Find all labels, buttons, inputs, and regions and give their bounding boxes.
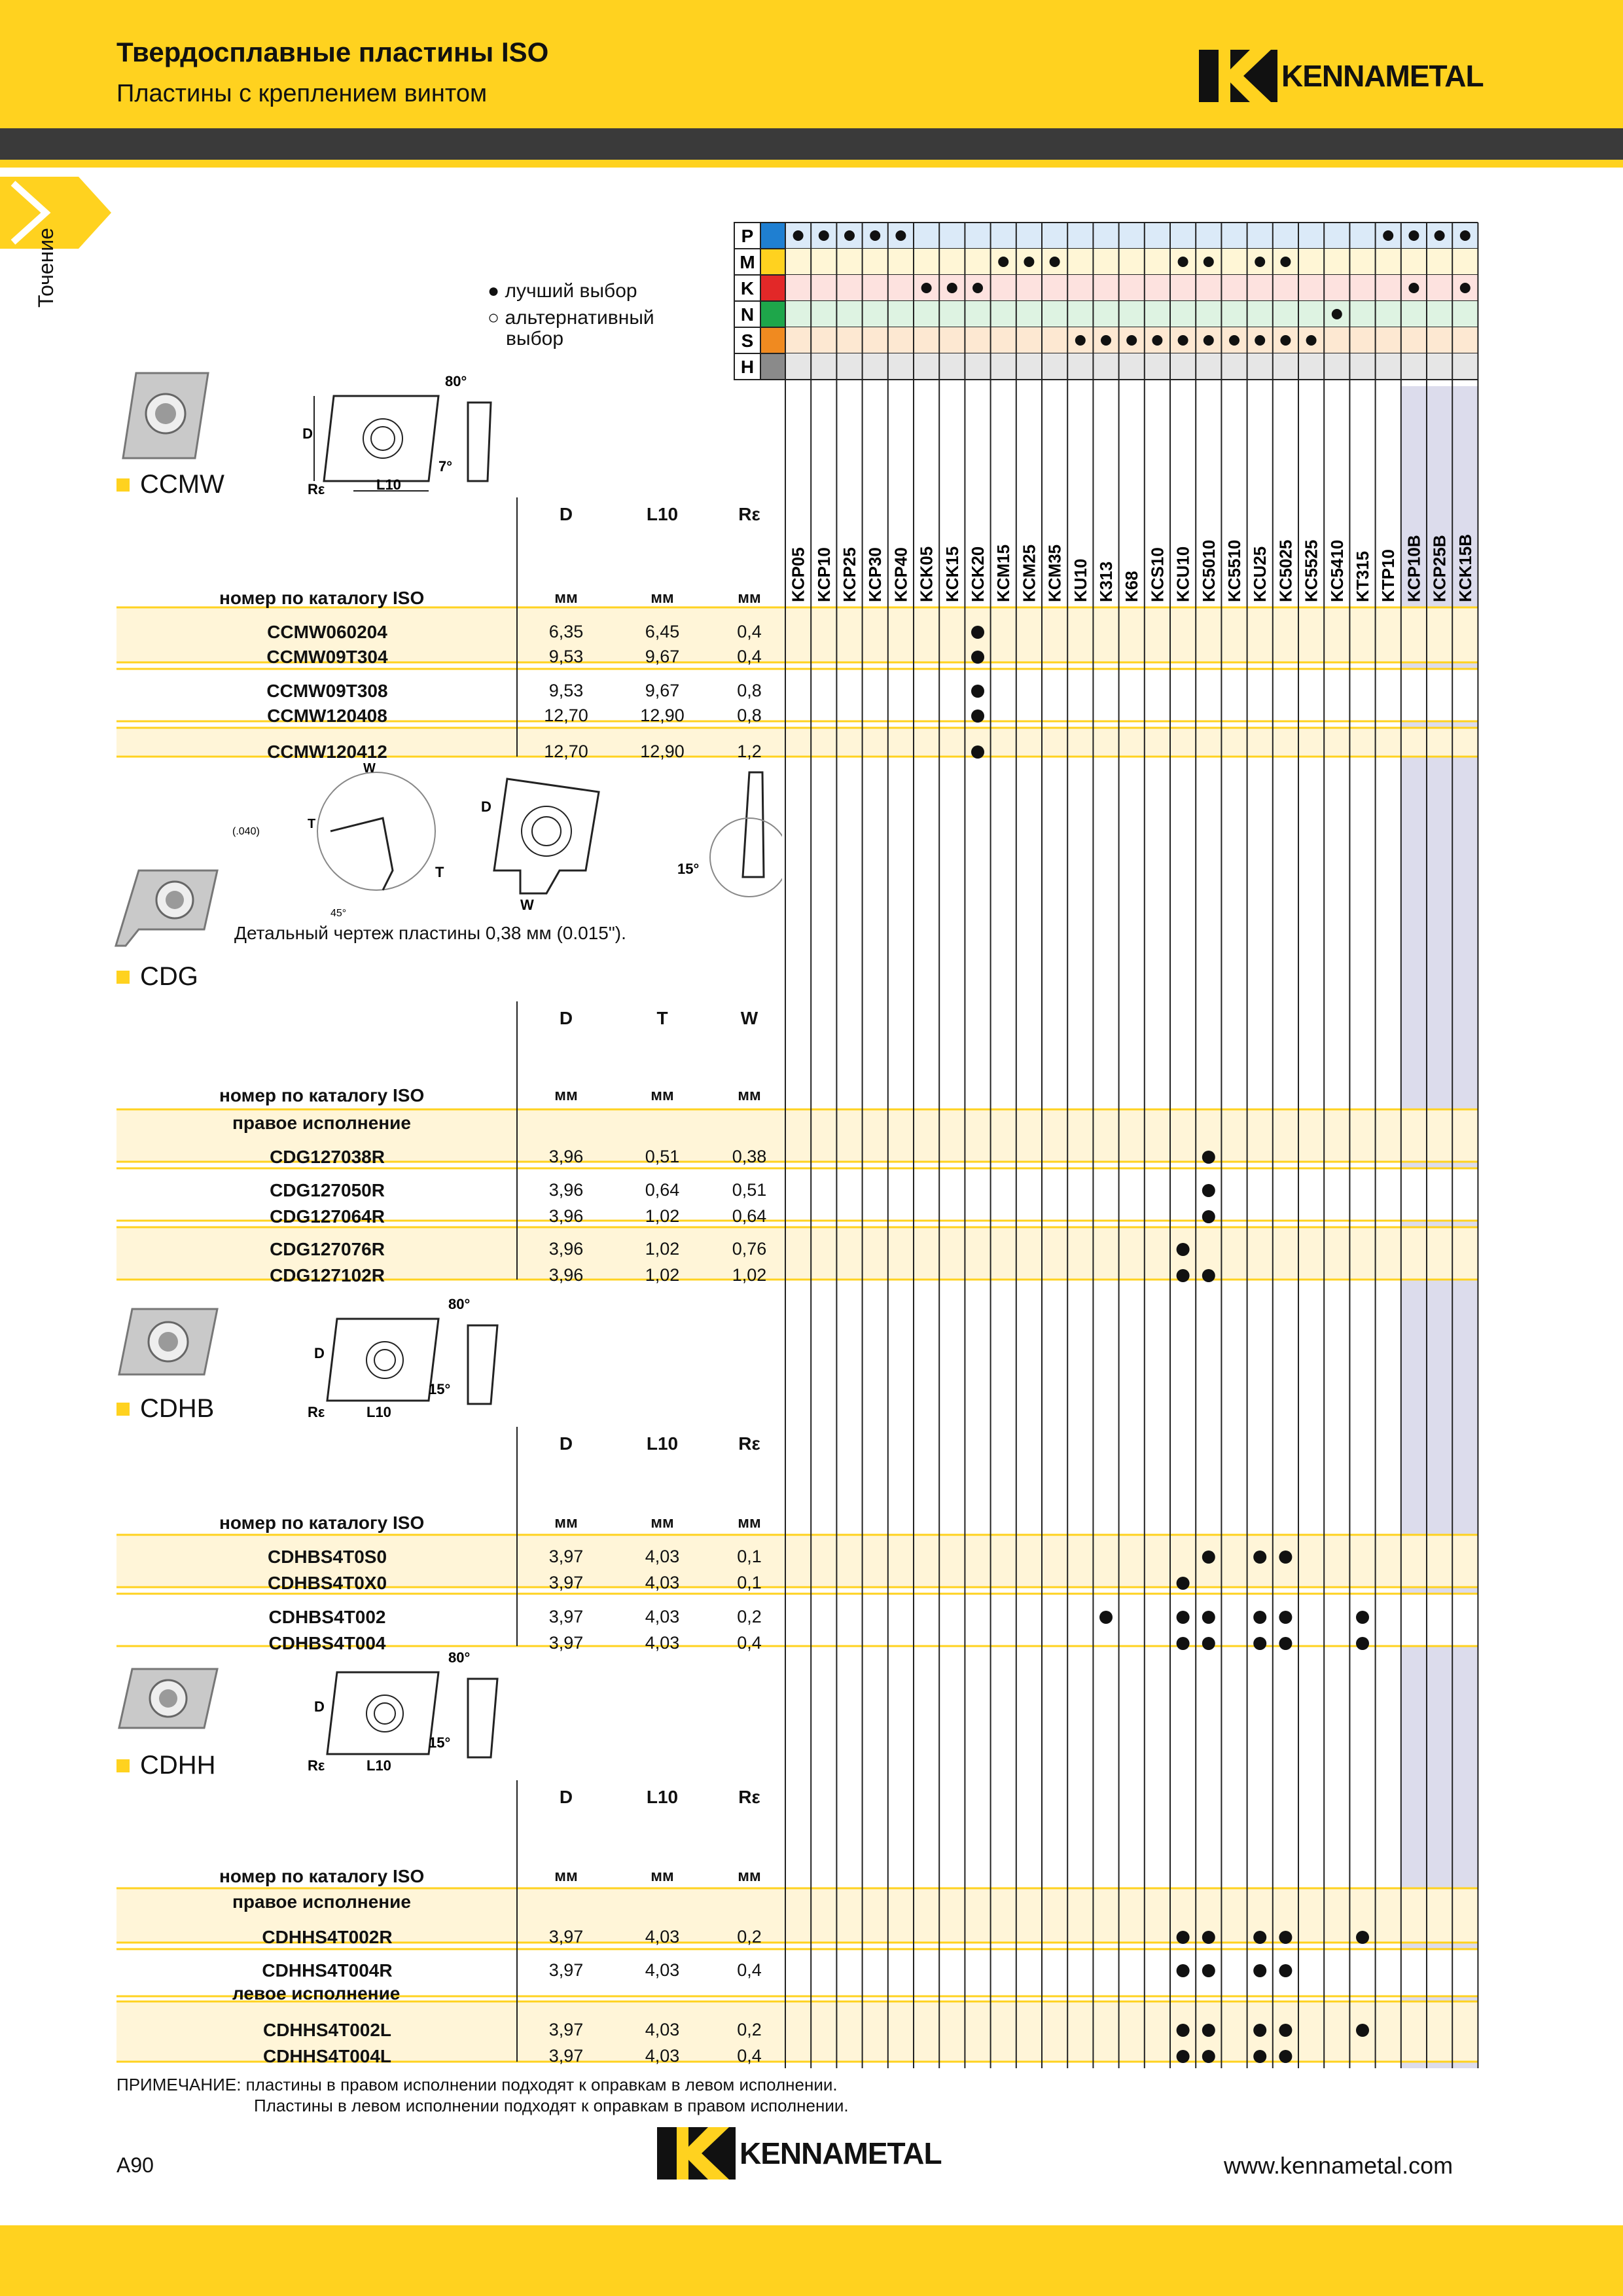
column-header: Rε (738, 1787, 760, 1807)
dimension-value: 9,67 (645, 681, 680, 700)
grade-name: KC5010 (1198, 539, 1219, 602)
svg-text:D: D (314, 1698, 325, 1715)
grade-name: K68 (1122, 571, 1142, 602)
grade-name: KC5410 (1327, 539, 1347, 602)
catalog-number: CDHHS4T002R (262, 1927, 393, 1947)
dimension-value: 0,1 (737, 1547, 762, 1566)
dimension-value: 4,03 (645, 1573, 680, 1592)
grade-name: KCP25B (1429, 535, 1450, 602)
website-link[interactable]: www.kennametal.com (1224, 2152, 1454, 2179)
dimension-value: 4,03 (645, 1960, 680, 1980)
dimension-value: 0,2 (737, 2020, 762, 2039)
dimension-value: 0,1 (737, 1573, 762, 1592)
svg-text:T: T (435, 864, 444, 880)
dimension-value: 0,4 (737, 1633, 762, 1653)
catalog-number: CCMW060204 (267, 622, 387, 642)
unit-label: мм (738, 589, 761, 607)
catalog-number: CDHBS4T004 (268, 1633, 386, 1653)
dimension-value: 3,96 (548, 1180, 584, 1200)
group-title-text: CDHH (140, 1751, 216, 1780)
row-subheading: левое исполнение (232, 1983, 401, 2003)
grade-name: KCP40 (891, 547, 911, 602)
material-letter: N (740, 304, 755, 325)
grade-name: KC5510 (1224, 539, 1244, 602)
dimension-value: 9,67 (645, 647, 680, 666)
dimension-value: 4,03 (645, 1633, 680, 1653)
catalog-number: CDHBS4T0X0 (267, 1573, 387, 1593)
catalog-number: CCMW120412 (267, 742, 387, 762)
column-header: D (559, 504, 573, 524)
column-header: T (656, 1008, 668, 1028)
grade-name: KCP05 (788, 547, 808, 602)
grade-name: KCM35 (1044, 544, 1065, 602)
dimension-value: 0,8 (737, 706, 762, 725)
unit-label: мм (651, 589, 674, 607)
row-subheading: правое исполнение (232, 1892, 411, 1912)
dimension-value: 9,53 (548, 681, 584, 700)
logo-text: KENNAMETAL (740, 2136, 942, 2170)
footer-logo (657, 2127, 942, 2179)
catalog-number: CDHHS4T002L (262, 2020, 392, 2040)
grade-name: KCP30 (865, 547, 885, 602)
dimension-value: 3,97 (548, 1547, 584, 1566)
grade-name: KC5525 (1301, 539, 1321, 602)
unit-label: мм (738, 1086, 761, 1104)
dimension-value: 3,96 (548, 1206, 584, 1226)
svg-text:45°: 45° (330, 908, 347, 919)
svg-text:15°: 15° (677, 861, 700, 877)
column-header: D (559, 1008, 573, 1028)
svg-text:D: D (314, 1345, 325, 1361)
catalog-label: номер по каталогу ISO (219, 1866, 425, 1886)
grade-name: KCP25 (840, 547, 859, 602)
grade-name: KC5025 (1275, 539, 1296, 602)
svg-text:L10: L10 (376, 476, 401, 493)
svg-text:80°: 80° (448, 1296, 471, 1312)
dimension-value: 0,4 (737, 2046, 762, 2066)
svg-text:W: W (363, 761, 376, 776)
page-number: A90 (116, 2153, 154, 2177)
catalog-number: CDG127102R (270, 1265, 385, 1285)
dimension-value: 1,02 (645, 1206, 680, 1226)
footer-band (0, 2225, 1623, 2296)
dimension-value: 3,97 (548, 1960, 584, 1980)
dimension-value: 3,97 (548, 2046, 584, 2066)
dimension-value: 3,97 (548, 1633, 584, 1653)
svg-text:D: D (302, 425, 313, 442)
catalog-number: CDG127076R (270, 1239, 385, 1259)
svg-text:7°: 7° (438, 458, 453, 475)
dimension-value: 4,03 (645, 1927, 680, 1946)
dimension-value: 0,76 (732, 1239, 767, 1259)
svg-text:(.040): (.040) (232, 826, 260, 837)
dimension-value: 0,4 (737, 1960, 762, 1980)
dimension-value: 1,02 (645, 1265, 680, 1285)
kennametal-k-icon (657, 2127, 736, 2179)
dimension-value: 6,45 (645, 622, 680, 641)
catalog-number: CDHBS4T0S0 (267, 1547, 387, 1567)
grade-name: KCM15 (993, 544, 1014, 602)
unit-label: мм (554, 589, 578, 607)
column-header: D (559, 1433, 573, 1454)
catalog-number: CDG127064R (270, 1206, 385, 1227)
legend-alt-label-2: выбор (506, 328, 564, 350)
dimension-value: 0,64 (645, 1180, 680, 1200)
grade-name: KCM25 (1019, 544, 1039, 602)
catalog-number: CCMW09T304 (266, 647, 388, 667)
column-header: W (740, 1008, 758, 1028)
note-line-2: Пластины в левом исполнении подходят к оправкам в правом исполнении. (254, 2096, 849, 2115)
dimension-value: 0,51 (732, 1180, 767, 1200)
grade-name: KTP10 (1378, 549, 1399, 602)
svg-text:15°: 15° (429, 1381, 451, 1397)
cdg-drawing-note: Детальный чертеж пластины 0,38 мм (0.015"). (234, 923, 626, 943)
grade-name: KCS10 (1147, 547, 1168, 602)
catalog-number: CCMW09T308 (266, 681, 388, 701)
unit-label: мм (738, 1514, 761, 1532)
svg-text:W: W (520, 897, 534, 913)
catalog-number: CDG127050R (270, 1180, 385, 1200)
dimension-value: 3,96 (548, 1239, 584, 1259)
dimension-value: 0,4 (737, 647, 762, 666)
svg-text:T: T (308, 817, 316, 831)
column-header: L10 (646, 504, 679, 524)
svg-text:80°: 80° (445, 373, 467, 389)
svg-text:Rε: Rε (308, 481, 325, 497)
svg-text:80°: 80° (448, 1649, 471, 1666)
grade-name: KT315 (1353, 550, 1372, 602)
grade-name: KCP10B (1404, 535, 1424, 602)
material-letter: S (741, 331, 754, 351)
column-header: L10 (646, 1433, 679, 1454)
material-letter: M (740, 252, 755, 272)
note-line-1: ПРИМЕЧАНИЕ: пластины в правом исполнении подходят к оправкам в левом исполнении. (116, 2075, 838, 2094)
dimension-value: 3,97 (548, 1927, 584, 1946)
catalog-label: номер по каталогу ISO (219, 1513, 425, 1533)
column-header: Rε (738, 504, 760, 524)
dimension-value: 9,53 (548, 647, 584, 666)
svg-text:15°: 15° (429, 1734, 451, 1751)
dimension-value: 0,4 (737, 622, 762, 641)
dimension-value: 4,03 (645, 1607, 680, 1626)
dimension-value: 0,2 (737, 1607, 762, 1626)
catalog-label: номер по каталогу ISO (219, 588, 425, 608)
svg-text:D: D (481, 798, 491, 815)
unit-label: мм (651, 1867, 674, 1885)
grade-name: KCK05 (916, 546, 936, 602)
svg-text:L10: L10 (366, 1757, 391, 1774)
column-header: D (559, 1787, 573, 1807)
catalog-number: CCMW120408 (267, 706, 387, 726)
grade-name: K313 (1096, 561, 1116, 602)
svg-text:L10: L10 (366, 1404, 391, 1420)
side-section-label: Точение (34, 228, 58, 308)
material-letter: K (740, 278, 755, 298)
grade-name: KCK15 (942, 546, 962, 602)
legend-best: ● лучший выбор (488, 280, 637, 302)
dimension-value: 4,03 (645, 2046, 680, 2066)
dimension-value: 0,38 (732, 1147, 767, 1166)
unit-label: мм (554, 1867, 578, 1885)
material-letter: H (740, 357, 755, 377)
unit-label: мм (651, 1514, 674, 1532)
catalog-label: номер по каталогу ISO (219, 1085, 425, 1105)
grade-name: KCK20 (968, 546, 988, 602)
catalog-number: CDHBS4T002 (268, 1607, 386, 1627)
dimension-value: 3,97 (548, 2020, 584, 2039)
group-title-text: CDHB (140, 1394, 215, 1423)
catalog-number: CDHHS4T004L (262, 2046, 392, 2066)
grade-name: KU10 (1070, 558, 1090, 602)
page-subtitle: Пластины с креплением винтом (116, 80, 488, 107)
column-header: Rε (738, 1433, 760, 1454)
dimension-value: 4,03 (645, 2020, 680, 2039)
dimension-value: 12,70 (544, 706, 588, 725)
catalog-number: CDG127038R (270, 1147, 385, 1167)
svg-text:Rε: Rε (308, 1404, 325, 1420)
dimension-value: 0,2 (737, 1927, 762, 1946)
legend-alt: ○ альтернативный выбор (488, 307, 654, 350)
dimension-value: 3,97 (548, 1607, 584, 1626)
grade-name: KCP10 (813, 547, 834, 602)
dimension-value: 4,03 (645, 1547, 680, 1566)
dimension-value: 6,35 (548, 622, 584, 641)
legend-best-label: лучший выбор (505, 280, 637, 302)
material-letter: P (741, 226, 754, 246)
grade-name: KCU10 (1173, 546, 1193, 602)
unit-label: мм (554, 1514, 578, 1532)
dimension-value: 3,96 (548, 1147, 584, 1166)
group-title-text: CCMW (140, 470, 224, 499)
dimension-value: 0,64 (732, 1206, 767, 1226)
grade-name: KCU25 (1250, 546, 1270, 602)
dimension-value: 12,90 (640, 706, 685, 725)
legend-alt-label-1: альтернативный (505, 307, 654, 329)
group-title-text: CDG (140, 962, 198, 991)
svg-text:Rε: Rε (308, 1757, 325, 1774)
dimension-value: 3,97 (548, 1573, 584, 1592)
unit-label: мм (554, 1086, 578, 1104)
unit-label: мм (651, 1086, 674, 1104)
row-subheading: правое исполнение (232, 1113, 411, 1133)
page-title: Твердосплавные пластины ISO (116, 37, 549, 67)
dimension-value: 0,51 (645, 1147, 680, 1166)
dimension-value: 3,96 (548, 1265, 584, 1285)
dimension-value: 1,02 (645, 1239, 680, 1259)
unit-label: мм (738, 1867, 761, 1885)
grade-name: KCK15B (1455, 533, 1475, 602)
dimension-value: 12,90 (640, 742, 685, 761)
logo-text: KENNAMETAL (1281, 59, 1484, 93)
dimension-value: 1,2 (737, 742, 762, 761)
dimension-value: 12,70 (544, 742, 588, 761)
dimension-value: 0,8 (737, 681, 762, 700)
catalog-number: CDHHS4T004R (262, 1960, 393, 1981)
dimension-value: 1,02 (732, 1265, 767, 1285)
column-header: L10 (646, 1787, 679, 1807)
